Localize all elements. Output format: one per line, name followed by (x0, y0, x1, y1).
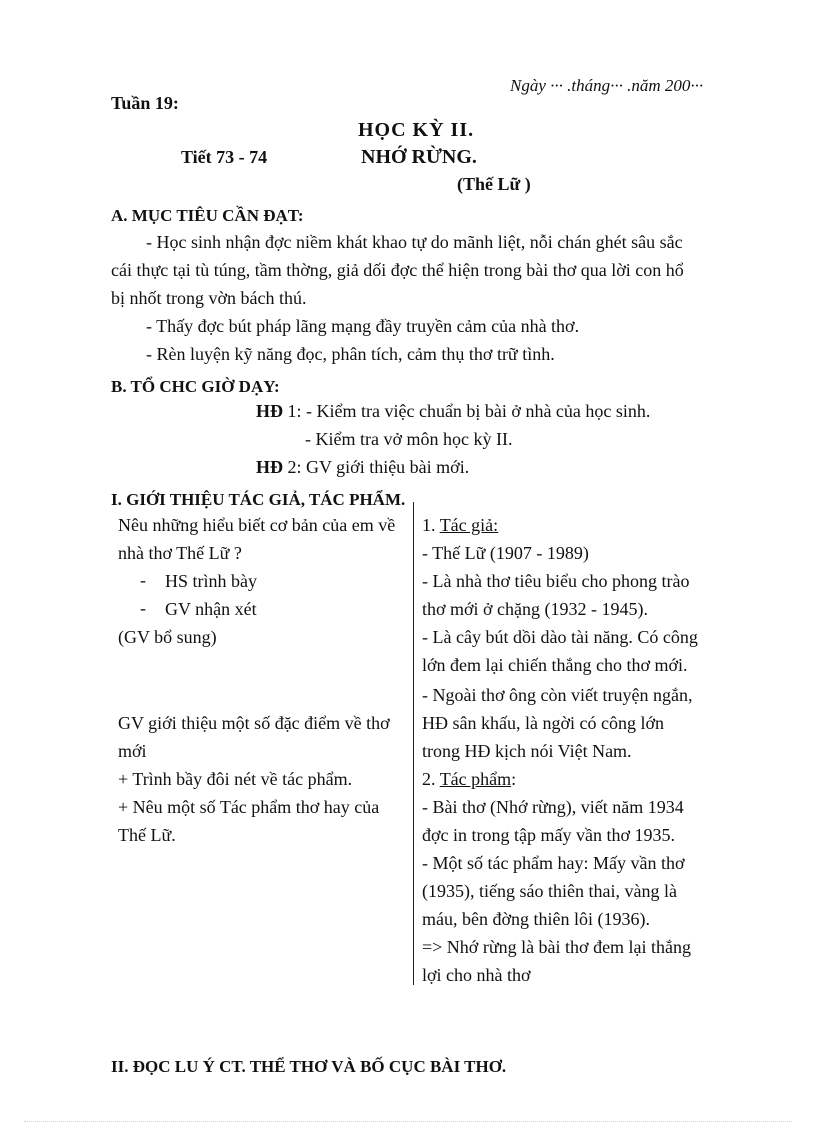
work-subheading (422, 765, 516, 793)
right-text-12: (1935), tiếng sáo thiên thai, vàng là (422, 881, 677, 901)
week-label: Tuần 19: (111, 93, 179, 113)
left-text-4: GV nhận xét (165, 599, 257, 619)
left-text-2: nhà thơ Thế Lữ ? (118, 543, 242, 563)
date-line: Ngày ··· .tháng··· .năm 200··· (510, 76, 704, 95)
activity-1-line-2: - Kiểm tra vở môn học kỳ II. (305, 429, 513, 449)
work-subheading-colon: : (511, 769, 517, 789)
right-text-4: - Là cây bút dồi dào tài năng. Có công (422, 627, 698, 647)
left-text-10: Thế Lữ. (118, 825, 176, 845)
activity-2-label: HĐ (256, 457, 283, 477)
activity-2-text: 2: GV giới thiệu bài mới. (283, 457, 470, 477)
objective-line-5: - Rèn luyện kỹ năng đọc, phân tích, cảm thụ thơ trữ tình. (146, 344, 555, 364)
author-subheading-text: Tác giả: (439, 515, 499, 535)
bullet-1: - (140, 570, 146, 590)
section-b-heading: B. TỔ CHC GIỜ DẠY: (111, 377, 280, 396)
right-text-2: - Là nhà thơ tiêu biểu cho phong trào (422, 571, 690, 591)
left-text-9: + Nêu một số Tác phẩm thơ hay của (118, 797, 380, 817)
left-text-5: (GV bổ sung) (118, 627, 217, 647)
right-text-3: thơ mới ở chặng (1932 - 1945). (422, 599, 649, 619)
lesson-title: NHỚ RỪNG. (361, 146, 477, 168)
section-ii-heading: II. ĐỌC LU Ý CT. THỂ THƠ VÀ BỐ CỤC BÀI THƠ. (111, 1057, 507, 1076)
activity-1-label: HĐ (256, 401, 283, 421)
objective-line-2: cái thực tại tù túng, tầm thờng, giả dối đợc thể hiện trong bài thơ qua lời con hổ (111, 260, 684, 280)
activity-1-line-1 (256, 397, 650, 425)
author-subheading-number: 1. (422, 515, 440, 535)
right-text-11: - Một số tác phẩm hay: Mấy vần thơ (422, 853, 685, 873)
objective-line-1: - Học sinh nhận đợc niềm khát khao tự do mãnh liệt, nỗi chán ghét sâu sắc (146, 232, 683, 252)
right-text-9: - Bài thơ (Nhớ rừng), viết năm 1934 (422, 797, 684, 817)
work-subheading-text: Tác phẩm (439, 769, 512, 789)
left-text-3: HS trình bày (165, 571, 257, 591)
right-text-10: đợc in trong tập mấy vần thơ 1935. (422, 825, 675, 845)
section-i-heading: I. GIỚI THIỆU TÁC GIẢ, TÁC PHẨM. (111, 490, 406, 509)
section-a-heading: A. MỤC TIÊU CẦN ĐẠT: (111, 206, 304, 225)
right-text-7: HĐ sân khấu, là ngời có công lớn (422, 713, 664, 733)
right-text-15: lợi cho nhà thơ (422, 965, 531, 985)
right-text-8: trong HĐ kịch nói Việt Nam. (422, 741, 632, 761)
objective-line-4: - Thấy đợc bút pháp lãng mạng đầy truyền cảm của nhà thơ. (146, 316, 580, 336)
left-text-1: Nêu những hiểu biết cơ bản của em về (118, 515, 396, 535)
right-text-6: - Ngoài thơ ông còn viết truyện ngắn, (422, 685, 693, 705)
term-title: HỌC KỲ II. (358, 119, 475, 141)
period-label: Tiết 73 - 74 (181, 147, 268, 167)
author-subheading (422, 511, 498, 539)
left-text-8: + Trình bầy đôi nét về tác phẩm. (118, 769, 353, 789)
left-text-7: mới (118, 741, 147, 761)
right-text-13: máu, bên đờng thiên lôi (1936). (422, 909, 650, 929)
left-text-6: GV giới thiệu một số đặc điểm về thơ (118, 713, 390, 733)
right-text-5: lớn đem lại chiến thắng cho thơ mới. (422, 655, 688, 675)
activity-2-line (256, 453, 469, 481)
bullet-2: - (140, 598, 146, 618)
work-subheading-number: 2. (422, 769, 440, 789)
activity-1-text: 1: - Kiểm tra việc chuẩn bị bài ở nhà của học sinh. (283, 401, 651, 421)
right-text-14: => Nhớ rừng là bài thơ đem lại thắng (422, 937, 692, 957)
author-label: (Thế Lữ ) (457, 174, 531, 194)
column-divider (413, 502, 414, 985)
page-bottom-dotted-rule (24, 1121, 792, 1122)
right-text-1: - Thế Lữ (1907 - 1989) (422, 543, 589, 563)
objective-line-3: bị nhốt trong vờn bách thú. (111, 288, 307, 308)
